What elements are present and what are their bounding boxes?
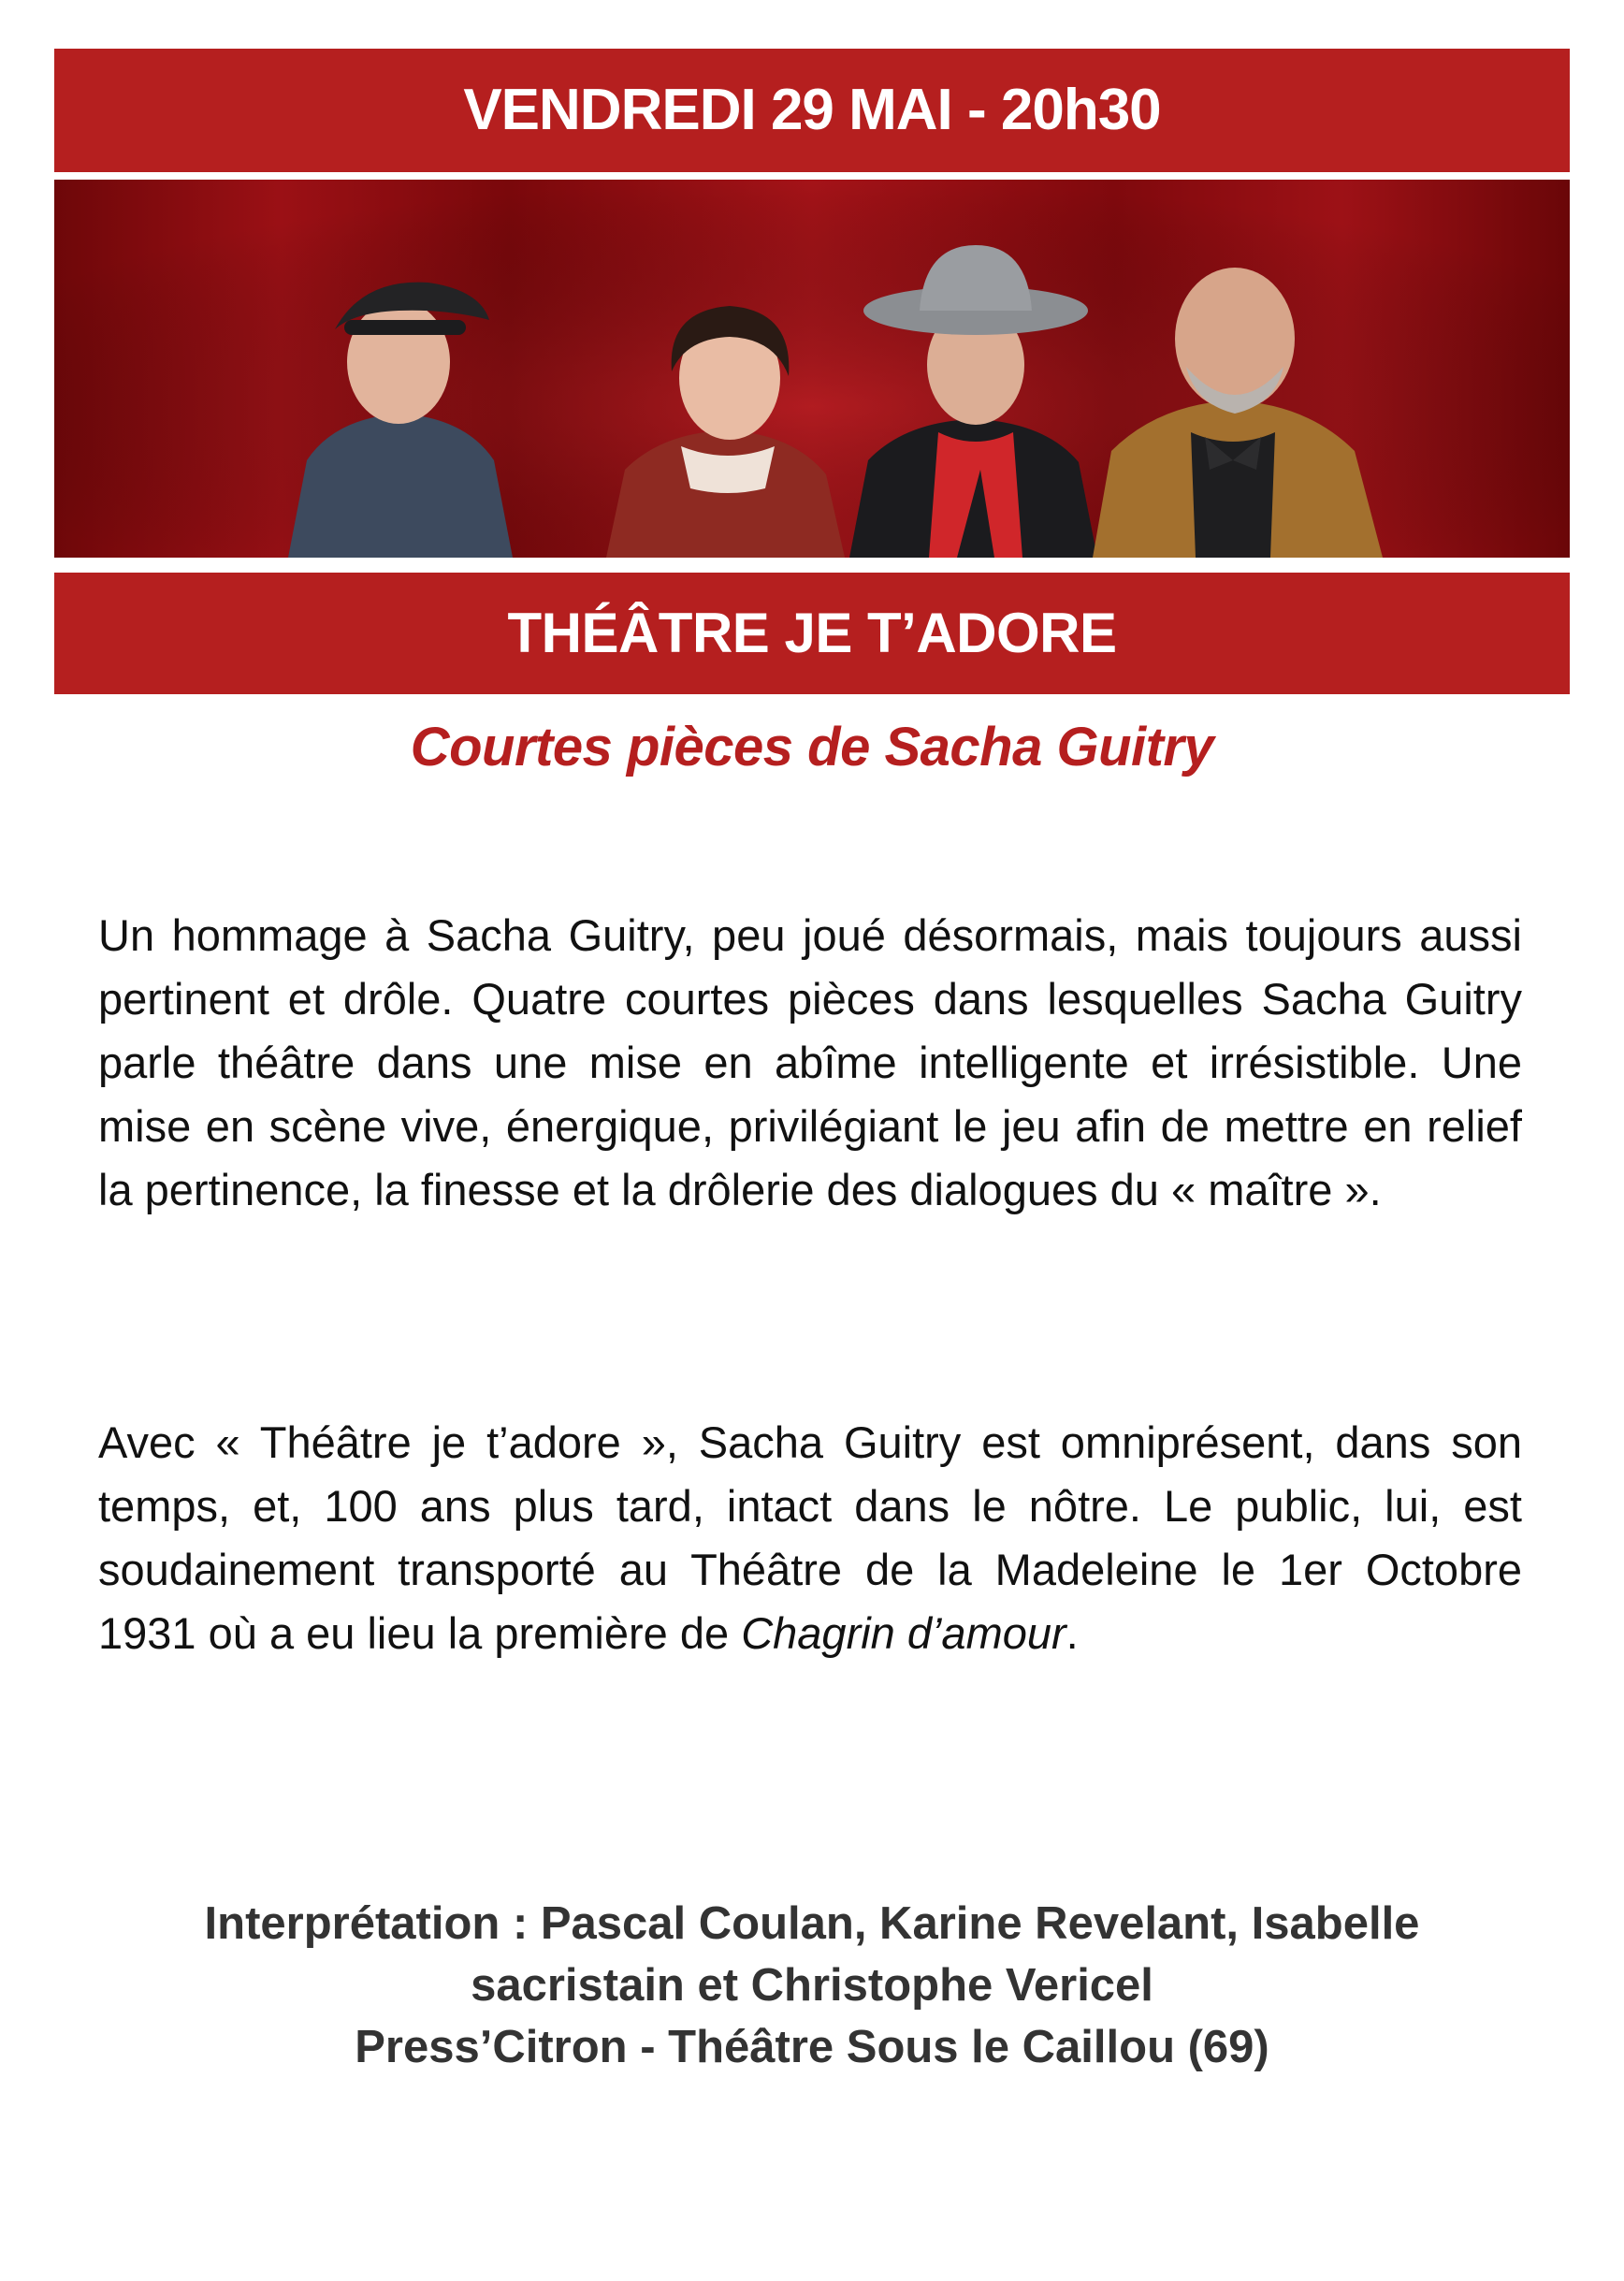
play-title-italic: Chagrin d’amour (741, 1608, 1066, 1658)
description-paragraph-2-end: . (1066, 1608, 1079, 1658)
credits-line-1: Interprétation : Pascal Coulan, Karine Revelant, Isabelle (204, 1898, 1420, 1949)
date-banner (54, 49, 1570, 172)
show-title-banner (54, 573, 1570, 694)
credits-line-2: sacristain et Christophe Vericel (471, 1960, 1153, 2011)
description-paragraph-2 (98, 1411, 1522, 1665)
description-paragraph-1: Un hommage à Sacha Guitry, peu joué désormais, mais toujours aussi pertinent et drôle. Quatre courtes pièces dans lesquelles Sacha Guitry parle théâtre dans une mise en abîme intelligente et irrésistible. Une mise en scène vive, énergique, privilégiant le jeu afin de mettre en relief la pertinence, la finesse et la drôlerie des dialogues du « maître ». (98, 910, 1522, 1214)
cast-photo (54, 180, 1570, 558)
show-subtitle: Courtes pièces de Sacha Guitry (410, 717, 1214, 777)
description-paragraph-2-text: Avec « Théâtre je t’adore », Sacha Guitry est omniprésent, dans son temps, et, 100 ans plus tard, intact dans le nôtre. Le public, lui, est soudainement transporté au Théâtre de la Madeleine le 1er Octobre 1931 où a eu lieu la première de (98, 1417, 1522, 1658)
date-time-text: VENDREDI 29 MAI - 20h30 (463, 78, 1161, 142)
show-title: THÉÂTRE JE T’ADORE (507, 602, 1117, 664)
credits-line-3: Press’Citron - Théâtre Sous le Caillou (69) (355, 2022, 1269, 2072)
credits-block (54, 1893, 1570, 2078)
